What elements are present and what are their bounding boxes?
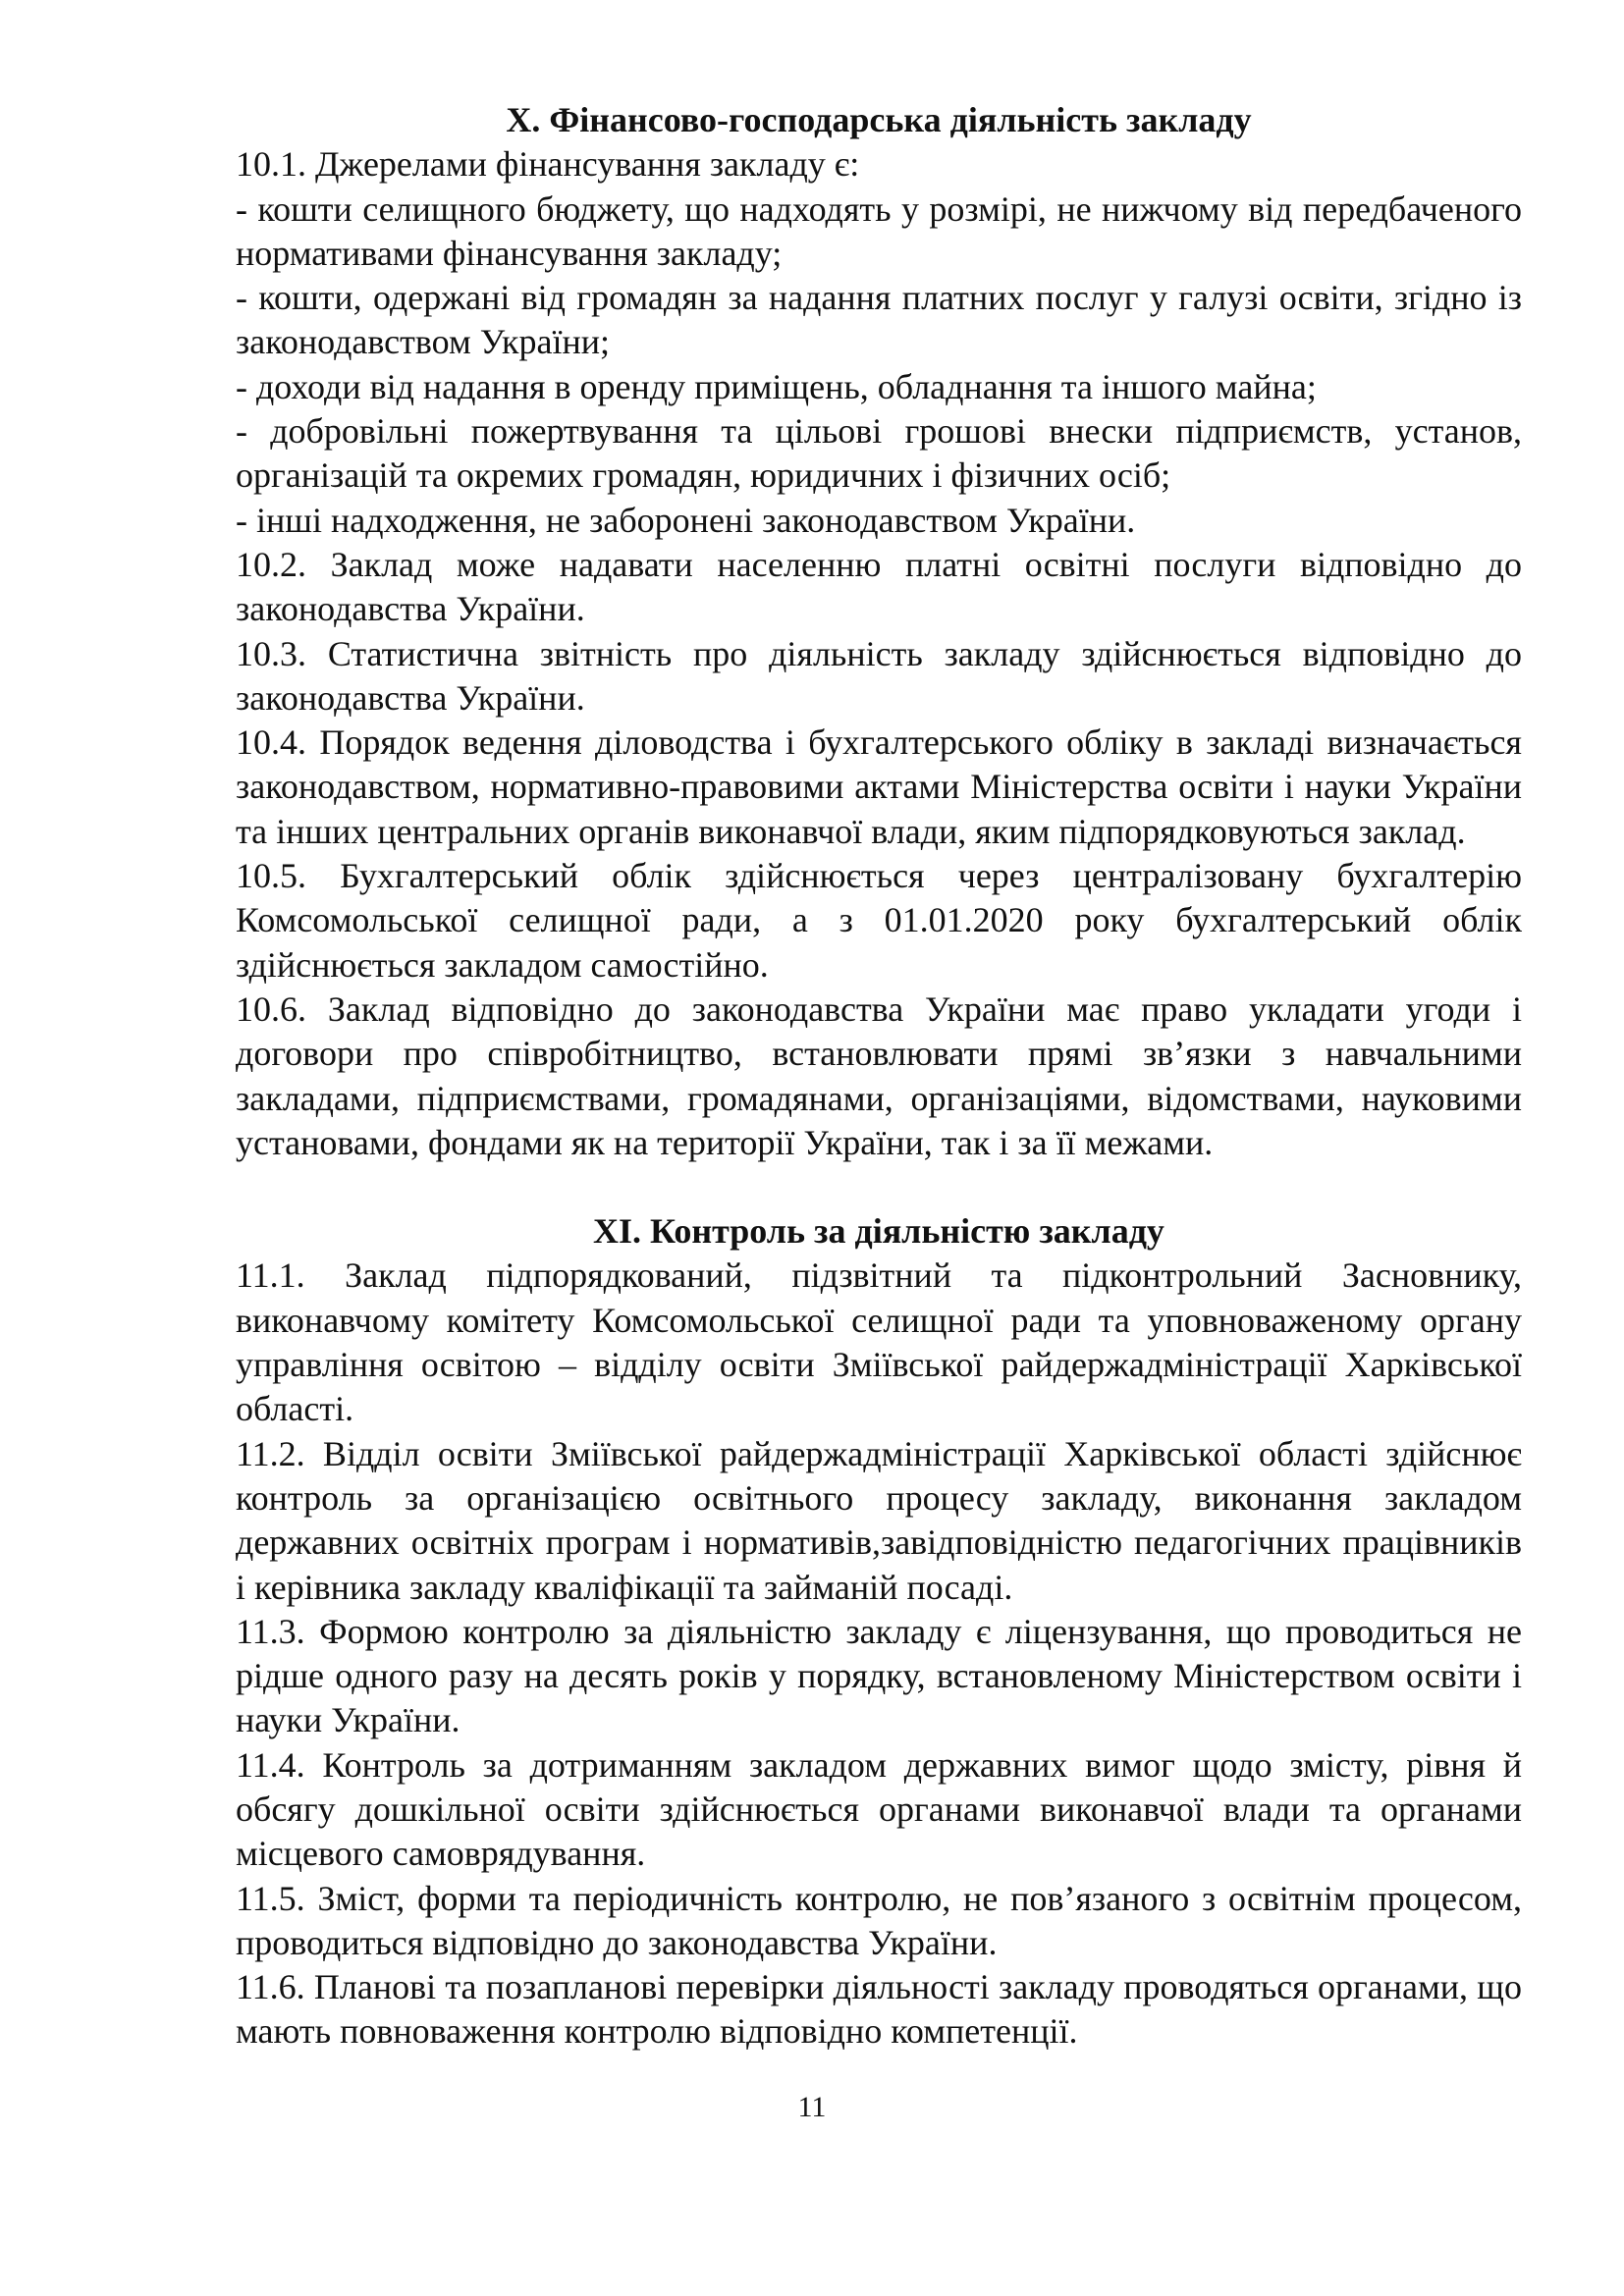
- paragraph-10-1: 10.1. Джерелами фінансування закладу є:: [236, 144, 860, 185]
- paragraph-10-2: 10.2. Заклад може надавати населенню платні освітні послуги відповідно до законодавства України.: [236, 544, 1522, 629]
- paragraph-10-4: 10.4. Порядок ведення діловодства і бухгалтерського обліку в закладі визначається законодавством, нормативно-правовими актами Міністерства освіти і науки України та інших центральних органів виконавчої влади, яким підпорядковуються заклад.: [236, 722, 1522, 851]
- paragraph-11-5: 11.5. Зміст, форми та періодичність контролю, не пов’язаного з освітнім процесом, проводиться відповідно до законодавства України.: [236, 1878, 1522, 1962]
- document-page: [236, 98, 1522, 2055]
- paragraph-10-6: 10.6. Заклад відповідно до законодавства України має право укладати угоди і договори про співробітництво, встановлювати прямі зв’язки з навчальними закладами, підприємствами, громадянами, організаціями, відомствами, науковими установами, фондами як на території України, так і за її межами.: [236, 988, 1522, 1162]
- list-item-rent-income: - доходи від надання в оренду приміщень, обладнання та іншого майна;: [236, 366, 1317, 406]
- paragraph-10-5: 10.5. Бухгалтерський облік здійснюється через централізовану бухгалтерію Комсомольської селищної ради, а з 01.01.2020 року бухгалтерський облік здійснюється закладом самостійно.: [236, 856, 1522, 985]
- paragraph-10-3: 10.3. Статистична звітність про діяльність закладу здійснюється відповідно до законодавства України.: [236, 633, 1522, 718]
- section-11: [236, 1209, 1522, 2055]
- list-item-other-income: - інші надходження, не заборонені законодавством України.: [236, 500, 1136, 540]
- list-item-donations: - добровільні пожертвування та цільові грошові внески підприємств, установ, організацій та окремих громадян, юридичних і фізичних осіб;: [236, 411, 1522, 496]
- page-number: 11: [797, 2091, 827, 2123]
- paragraph-11-2: 11.2. Відділ освіти Зміївської райдержадміністрації Харківської області здійснює контроль за організацією освітнього процесу закладу, виконання закладом державних освітніх програм і нормативів,завідповідністю педагогічних працівників і керівника закладу кваліфікації та займаній посаді.: [236, 1433, 1522, 1607]
- section-10-title: X. Фінансово-господарська діяльність закладу: [506, 100, 1252, 139]
- paragraph-11-3: 11.3. Формою контролю за діяльністю закладу є ліцензування, що проводиться не рідше одного разу на десять років у порядку, встановленому Міністерством освіти і науки України.: [236, 1611, 1522, 1740]
- paragraph-11-1: 11.1. Заклад підпорядкований, підзвітний та підконтрольний Засновнику, виконавчому комітету Комсомольської селищної ради та уповноваженому органу управління освітою – відділу освіти Зміївської райдержадміністрації Харківської області.: [236, 1255, 1522, 1429]
- section-11-title: XI. Контроль за діяльністю закладу: [593, 1211, 1164, 1252]
- paragraph-11-4: 11.4. Контроль за дотриманням закладом державних вимог щодо змісту, рівня й обсягу дошкільної освіти здійснюється органами виконавчої влади та органами місцевого самоврядування.: [236, 1744, 1522, 1874]
- list-item-paid-services: - кошти, одержані від громадян за надання платних послуг у галузі освіти, згідно із законодавством України;: [236, 278, 1522, 362]
- list-item-budget-funds: - кошти селищного бюджету, що надходять у розмірі, не нижчому від передбаченого нормативами фінансування закладу;: [236, 188, 1522, 273]
- section-spacer: [236, 1165, 1522, 1209]
- section-10: [236, 98, 1522, 1165]
- paragraph-11-6: 11.6. Планові та позапланові перевірки діяльності закладу проводяться органами, що мають повноваження контролю відповідно компетенції.: [236, 1967, 1522, 2052]
